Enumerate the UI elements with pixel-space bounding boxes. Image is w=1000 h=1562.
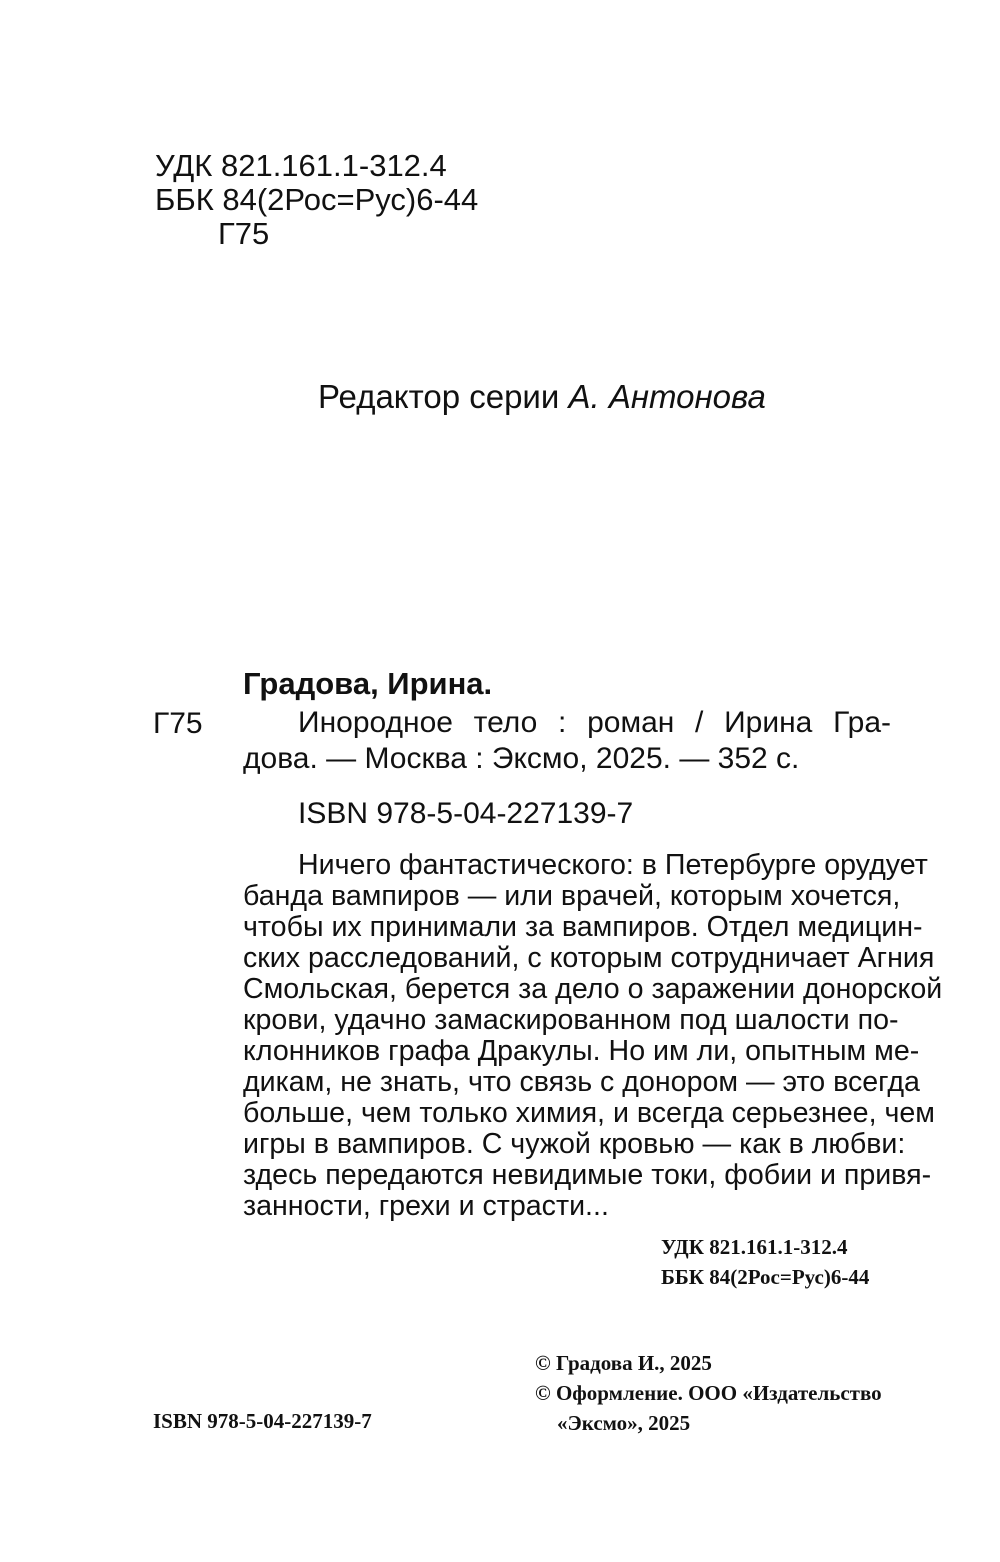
series-editor-label: Редактор серии [318, 378, 560, 415]
annotation-line: клонников графа Дракулы. Но им ли, опытным ме- [243, 1035, 920, 1067]
isbn-record: ISBN 978-5-04-227139-7 [298, 797, 634, 830]
annotation-line: занности, грехи и страсти... [243, 1190, 609, 1222]
annotation-line: Ничего фантастического: в Петербурге орудует [298, 849, 928, 881]
annotation-line: крови, удачно замаскированном под шалости по- [243, 1004, 899, 1036]
bbk-top: ББК 84(2Рос=Рус)6-44 [155, 182, 479, 217]
title-line-1: Инородное тело : роман / Ирина Гра- [298, 706, 891, 739]
annotation-line: чтобы их принимали за вампиров. Отдел медицин- [243, 911, 923, 943]
annotation-line: здесь передаются невидимые токи, фобии и привя- [243, 1159, 932, 1191]
bbk-bottom: ББК 84(2Рос=Рус)6-44 [661, 1265, 870, 1289]
title-line-2: дова. — Москва : Эксмо, 2025. — 352 с. [243, 742, 800, 775]
series-editor-name: А. Антонова [568, 378, 766, 415]
udk-bottom: УДК 821.161.1-312.4 [661, 1235, 848, 1259]
author-sign-top: Г75 [218, 216, 270, 251]
udk-top: УДК 821.161.1-312.4 [155, 148, 447, 183]
annotation-line: больше, чем только химия, и всегда серьезнее, чем [243, 1097, 935, 1129]
isbn-footer: ISBN 978-5-04-227139-7 [153, 1409, 372, 1433]
copyright-design-line-2: «Эксмо», 2025 [557, 1411, 691, 1435]
annotation-line: дикам, не знать, что связь с донором — это всегда [243, 1066, 920, 1098]
copyright-design-line-1: © Оформление. ООО «Издательство [535, 1381, 882, 1405]
author-sign: Г75 [153, 707, 203, 740]
annotation-line: игры в вампиров. С чужой кровью — как в любви: [243, 1128, 906, 1160]
copyright-author: © Градова И., 2025 [535, 1351, 712, 1375]
series-editor [318, 378, 766, 416]
annotation-line: банда вампиров — или врачей, которым хочется, [243, 880, 901, 912]
annotation-line: Смольская, берется за дело о заражении донорской [243, 973, 943, 1005]
annotation-line: ских расследований, с которым сотрудничает Агния [243, 942, 935, 974]
author-heading: Градова, Ирина. [243, 666, 493, 701]
